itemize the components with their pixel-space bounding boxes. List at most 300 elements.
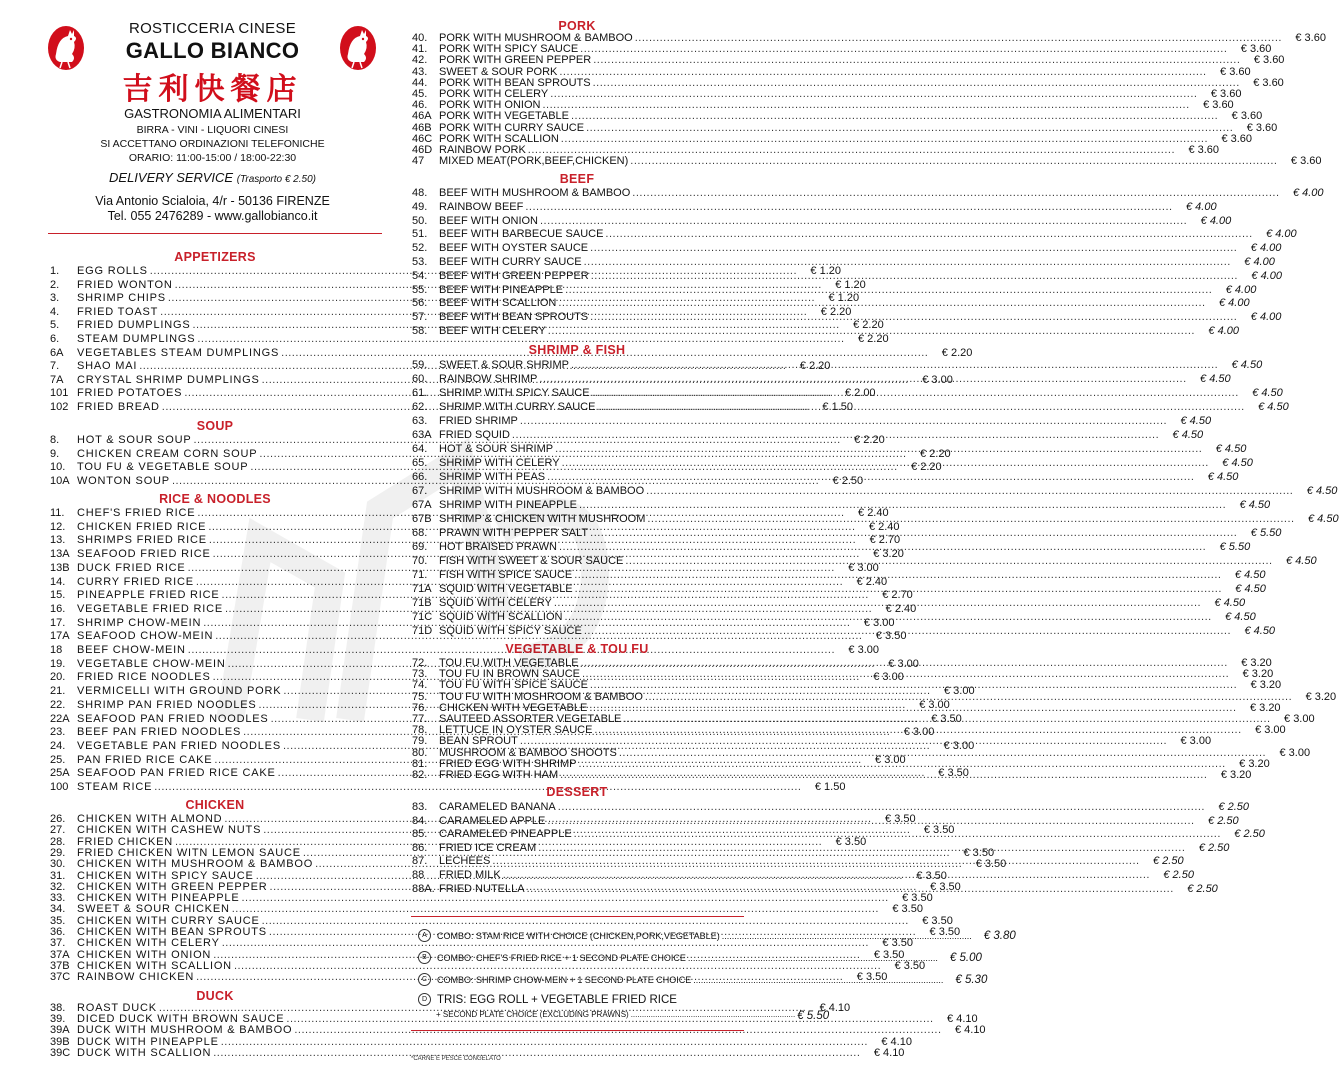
item-name: BEEF CHOW-MEIN xyxy=(77,644,186,656)
item-price: € 3.20 xyxy=(1220,769,1252,781)
item-number: 87. xyxy=(412,855,428,868)
item-number: 46D xyxy=(412,144,433,156)
item-number: 66. xyxy=(412,471,428,483)
item-name: VEGETABLES STEAM DUMPLINGS xyxy=(77,346,280,359)
menu-item[interactable] xyxy=(412,144,1220,156)
item-price: € 2.20 xyxy=(941,346,973,359)
combo-letter-badge: D xyxy=(418,993,431,1006)
leader-dots xyxy=(688,953,938,963)
item-price: € 3.50 xyxy=(885,813,916,825)
item-number: 41. xyxy=(412,43,428,56)
menu-item[interactable] xyxy=(412,583,1266,595)
item-price: € 3.00 xyxy=(875,753,906,766)
item-number: 12. xyxy=(50,520,66,533)
item-number: 64. xyxy=(412,443,428,455)
item-price: € 3.00 xyxy=(848,561,879,574)
item-name: ROAST DUCK xyxy=(77,1002,157,1014)
leader-dots xyxy=(527,880,1174,895)
item-name: VERMICELLI WITH GROUND PORK xyxy=(77,685,282,698)
leader-dots xyxy=(558,801,1205,813)
menu-item[interactable] xyxy=(412,43,1272,56)
item-price: € 2.50 xyxy=(1234,828,1265,841)
leader-dots xyxy=(646,485,1293,497)
item-price: € 3.20 xyxy=(1239,757,1270,770)
leader-dots xyxy=(579,499,1226,511)
menu-item[interactable] xyxy=(412,569,1266,581)
menu-item[interactable] xyxy=(412,242,1282,255)
item-price: € 4.50 xyxy=(1200,373,1231,385)
item-name: PINEAPPLE FRIED RICE xyxy=(77,589,220,602)
item-number: 39C xyxy=(50,1046,71,1059)
section-title-appetizers: APPETIZERS xyxy=(174,250,256,264)
leader-dots xyxy=(547,815,1194,827)
leader-dots xyxy=(528,144,1175,156)
item-name: CHICKEN WITH GREEN PEPPER xyxy=(77,880,268,893)
item-price: € 2.50 xyxy=(1163,869,1194,881)
item-number: 11. xyxy=(50,507,65,519)
item-number: 18 xyxy=(50,644,63,656)
leader-dots xyxy=(520,415,1167,427)
leader-dots xyxy=(559,66,1206,78)
item-name: STEAM DUMPLINGS xyxy=(77,333,196,345)
menu-item[interactable] xyxy=(412,187,1324,199)
item-number: 75. xyxy=(412,690,428,703)
item-price: € 3.60 xyxy=(1290,155,1322,168)
section-title-veg: VEGETABLE & TOU FU xyxy=(505,642,649,656)
menu-item[interactable] xyxy=(412,155,1322,168)
item-number: 22A xyxy=(50,712,70,725)
item-name: VEGETABLE CHOW-MEIN xyxy=(77,657,226,670)
item-name: FRIED WONTON xyxy=(77,278,173,291)
item-name: FRIED CHICKEN xyxy=(77,835,173,848)
item-price: € 3.00 xyxy=(1284,713,1315,725)
item-price: € 4.00 xyxy=(1266,228,1297,241)
item-number: 45. xyxy=(412,88,428,100)
menu-item[interactable] xyxy=(50,937,913,950)
combo-d[interactable] xyxy=(418,993,677,1006)
leader-dots xyxy=(562,457,1209,469)
item-number: 39. xyxy=(50,1013,66,1026)
menu-item[interactable] xyxy=(412,499,1271,511)
item-price: € 3.60 xyxy=(1188,144,1220,156)
item-name: SHRIMP WITH MUSHROOM & BAMBOO xyxy=(439,485,645,497)
combo-price: € 5.50 xyxy=(797,1010,830,1022)
item-price: € 2.50 xyxy=(1198,841,1230,854)
item-name: LETTUCE IN OYSTER SAUCE xyxy=(439,724,593,737)
menu-item[interactable] xyxy=(412,200,1217,213)
menu-item[interactable] xyxy=(412,555,1317,567)
item-number: 13. xyxy=(50,534,66,547)
item-name: CHICKEN WITH PINEAPPLE xyxy=(77,892,240,905)
item-number: 28. xyxy=(50,835,66,848)
item-price: € 4.00 xyxy=(1251,269,1282,282)
item-name: CRYSTAL SHRIMP DUMPLINGS xyxy=(77,373,260,386)
item-price: € 3.50 xyxy=(922,914,953,927)
item-number: 80. xyxy=(412,746,428,759)
header-gastronomia: GASTRONOMIA ALIMENTARI xyxy=(124,106,301,121)
combo-letter-badge: B xyxy=(418,951,431,964)
item-name: CARAMELED APPLE xyxy=(439,814,546,827)
item-name: HOT & SOUR SOUP xyxy=(77,434,192,446)
item-price: € 4.00 xyxy=(1200,214,1232,227)
menu-item[interactable] xyxy=(412,65,1251,78)
item-name: CHICKEN WITH CURRY SAUCE xyxy=(77,914,260,927)
item-name: BEEF WITH GREEN PEPPER xyxy=(439,269,589,282)
menu-item[interactable] xyxy=(50,903,923,916)
leader-dots xyxy=(590,242,1237,254)
item-number: 71D xyxy=(412,625,433,637)
item-price: € 2.40 xyxy=(858,507,889,519)
item-number: 9. xyxy=(50,447,60,460)
menu-item[interactable] xyxy=(412,110,1263,123)
item-name: BEEF WITH BEAN SPROUTS xyxy=(439,311,589,324)
item-number: 30. xyxy=(50,858,66,871)
item-number: 59. xyxy=(412,359,428,371)
item-number: 54. xyxy=(412,269,428,282)
item-name: DUCK WITH SCALLION xyxy=(77,1046,212,1059)
leader-dots xyxy=(594,724,1241,739)
item-price: € 3.00 xyxy=(1180,735,1212,748)
menu-item[interactable] xyxy=(50,333,889,345)
item-number: 67B xyxy=(412,513,432,525)
combo-divider-bottom xyxy=(411,1030,744,1031)
item-name: CHICKEN WITH SPICY SAUCE xyxy=(77,869,254,882)
item-name: CHICKEN WITH MUSHROOM & BAMBOO xyxy=(77,858,314,871)
item-price: € 3.50 xyxy=(856,971,888,984)
item-name: RAINBOW PORK xyxy=(439,144,526,156)
item-name: FRIED CHICKEN WITN LEMON SAUCE xyxy=(77,846,301,859)
leader-dots xyxy=(630,155,1277,167)
item-number: 10A xyxy=(50,474,70,487)
item-price: € 4.50 xyxy=(1235,583,1266,595)
item-number: 46C xyxy=(412,132,433,145)
menu-item[interactable] xyxy=(50,1024,986,1037)
item-name: BEEF PAN FRIED NOODLES xyxy=(77,726,242,739)
menu-item[interactable] xyxy=(412,541,1251,553)
item-number: 73. xyxy=(412,668,428,681)
leader-dots xyxy=(619,747,1266,759)
item-price: € 3.60 xyxy=(1210,88,1242,100)
menu-item[interactable] xyxy=(412,88,1242,100)
item-price: € 2.20 xyxy=(820,305,852,318)
menu-item[interactable] xyxy=(50,1035,912,1048)
leader-dots xyxy=(559,541,1206,553)
item-name: SWEET & SOUR PORK xyxy=(439,65,558,78)
item-number: 47 xyxy=(412,155,425,168)
item-number: 55. xyxy=(412,283,428,296)
item-number: 82. xyxy=(412,769,428,781)
item-name: FRIED DUMPLINGS xyxy=(77,319,191,332)
menu-item[interactable] xyxy=(412,256,1275,268)
item-price: € 3.50 xyxy=(963,846,995,859)
item-number: 40. xyxy=(412,32,428,44)
item-price: € 4.50 xyxy=(1286,555,1317,567)
item-price: € 3.50 xyxy=(894,959,926,972)
item-number: 56. xyxy=(412,297,428,310)
item-name: SHRIMP WITH CURRY SAUCE xyxy=(439,401,596,413)
leader-dots xyxy=(213,1047,860,1059)
item-price: € 4.00 xyxy=(1250,242,1282,255)
combo-letter-badge: A xyxy=(418,929,431,942)
item-name: PORK WITH BEAN SPROUTS xyxy=(439,76,591,89)
item-price: € 3.00 xyxy=(873,671,904,684)
item-number: 34. xyxy=(50,903,66,916)
item-price: € 3.00 xyxy=(903,726,935,739)
item-price: € 2.20 xyxy=(911,461,942,474)
leader-dots xyxy=(645,691,1292,703)
item-price: € 4.50 xyxy=(1244,625,1276,637)
leader-dots xyxy=(632,187,1279,199)
menu-item[interactable] xyxy=(50,892,933,905)
item-price: € 3.50 xyxy=(930,880,961,893)
item-price: € 2.50 xyxy=(1208,814,1239,827)
item-price: € 3.60 xyxy=(1253,54,1285,67)
item-name: DICED DUCK WITH BROWN SAUCE xyxy=(77,1013,285,1026)
item-name: VEGETABLE FRIED RICE xyxy=(77,602,223,615)
item-price: € 2.20 xyxy=(858,333,889,345)
item-name: RAINBOW CHICKEN xyxy=(77,971,195,984)
item-number: 32. xyxy=(50,880,66,893)
item-number: 46A xyxy=(412,110,432,123)
menu-item[interactable] xyxy=(412,527,1282,539)
item-number: 100 xyxy=(50,781,69,793)
item-number: 37C xyxy=(50,971,71,984)
item-number: 6. xyxy=(50,333,60,345)
menu-item[interactable] xyxy=(412,724,1286,737)
item-name: CHICKEN WITH CASHEW NUTS xyxy=(77,824,262,837)
item-name: FISH WITH SWEET & SOUR SAUCE xyxy=(439,555,624,567)
leader-dots xyxy=(590,679,1237,691)
menu-item[interactable] xyxy=(412,801,1249,813)
item-price: € 4.50 xyxy=(1258,401,1289,413)
leader-dots xyxy=(605,228,1252,240)
leader-dots xyxy=(542,99,1189,111)
item-price: € 4.50 xyxy=(1214,597,1246,609)
item-name: SHRIMP CHIPS xyxy=(77,292,166,305)
item-name: CHICKEN WITH BEAN SPROUTS xyxy=(77,926,267,938)
item-price: € 2.50 xyxy=(1187,882,1218,895)
item-number: 62. xyxy=(412,401,428,413)
item-price: € 3.00 xyxy=(943,685,975,698)
item-number: 71A xyxy=(412,583,432,595)
section-title-beef: BEEF xyxy=(559,172,595,186)
item-name: SAUTEED ASSORTER VEGETABLE xyxy=(439,713,622,725)
item-price: € 4.00 xyxy=(1219,297,1250,310)
item-name: BEEF WITH SCALLION xyxy=(439,297,557,310)
leader-dots xyxy=(574,828,1221,840)
item-price: € 4.50 xyxy=(1231,359,1263,371)
item-number: 77. xyxy=(412,713,428,725)
menu-item[interactable] xyxy=(412,76,1284,89)
item-number: 67A xyxy=(412,499,432,511)
item-number: 19. xyxy=(50,657,66,670)
leader-dots xyxy=(575,583,1222,595)
menu-item[interactable] xyxy=(412,132,1253,145)
item-price: € 3.20 xyxy=(1242,668,1274,681)
restaurant-header xyxy=(40,14,385,230)
item-name: FRIED EGG WITH SHRIMP xyxy=(439,757,577,770)
item-number: 49. xyxy=(412,200,428,213)
item-price: € 4.50 xyxy=(1215,443,1247,455)
item-price: € 3.60 xyxy=(1253,76,1284,89)
item-number: 37. xyxy=(50,937,66,950)
item-number: 52. xyxy=(412,242,428,255)
item-price: € 4.00 xyxy=(1292,187,1324,199)
leader-dots xyxy=(591,270,1238,282)
menu-item[interactable] xyxy=(412,228,1297,241)
leader-dots xyxy=(625,555,1272,567)
combo-letter-badge: C xyxy=(418,973,431,986)
item-name: CHICKEN WITH CELERY xyxy=(77,937,220,950)
item-name: BEEF WITH ONION xyxy=(439,214,538,227)
leader-dots xyxy=(221,1036,868,1048)
item-price: € 3.60 xyxy=(1203,99,1234,112)
menu-item[interactable] xyxy=(412,415,1212,427)
item-price: € 4.50 xyxy=(1225,611,1256,623)
item-number: 24. xyxy=(50,739,66,752)
item-name: CHICKEN WITH ONION xyxy=(77,948,212,961)
menu-item[interactable] xyxy=(50,914,953,927)
item-name: SHRIMP WITH SPICY SAUCE xyxy=(439,387,590,399)
delivery-label: DELIVERY SERVICE xyxy=(109,170,234,185)
item-price: € 2.20 xyxy=(920,447,951,460)
item-name: RAINBOW BEEF xyxy=(439,200,524,213)
item-name: CHICKEN WITH VEGETABLE xyxy=(439,701,588,714)
item-number: 23. xyxy=(50,726,66,739)
combo-text: TRIS: EGG ROLL + VEGETABLE FRIED RICE xyxy=(437,993,677,1006)
item-name: BEEF WITH BARBECUE SAUCE xyxy=(439,228,604,241)
item-number: 31. xyxy=(50,869,66,882)
menu-item[interactable] xyxy=(412,32,1326,44)
item-price: € 3.20 xyxy=(1250,679,1282,692)
item-number: 1. xyxy=(50,265,60,277)
item-name: BEEF WITH CELERY xyxy=(439,325,546,337)
menu-item[interactable] xyxy=(412,746,1311,759)
item-number: 37B xyxy=(50,959,70,972)
item-number: 58. xyxy=(412,325,428,337)
leader-dots xyxy=(547,471,1194,483)
item-number: 42. xyxy=(412,54,428,67)
menu-item[interactable] xyxy=(412,214,1232,227)
item-price: € 4.10 xyxy=(881,1035,912,1048)
menu-item[interactable] xyxy=(412,99,1234,112)
leader-dots xyxy=(550,88,1197,100)
item-price: € 2.40 xyxy=(868,520,900,533)
item-name: FRIED EGG WITH HAM xyxy=(439,769,559,781)
item-name: SQUID WITH VEGETABLE xyxy=(439,583,573,595)
item-price: € 1.20 xyxy=(835,278,866,291)
item-price: € 3.50 xyxy=(916,869,947,882)
item-price: € 2.20 xyxy=(854,434,885,446)
item-name: SHRIMP WITH PINEAPPLE xyxy=(439,499,577,511)
item-number: 69. xyxy=(412,541,428,553)
item-number: 71B xyxy=(412,597,432,609)
item-name: PORK WITH GREEN PEPPER xyxy=(439,54,592,67)
item-name: SHRIMPS FRIED RICE xyxy=(77,534,207,547)
item-number: 51. xyxy=(412,228,428,241)
item-name: DUCK WITH PINEAPPLE xyxy=(77,1035,219,1048)
item-name: TOU FU & VEGETABLE SOUP xyxy=(77,461,249,474)
item-price: € 3.60 xyxy=(1246,121,1278,134)
item-price: € 3.50 xyxy=(882,937,913,950)
item-name: PORK WITH ONION xyxy=(439,99,541,112)
item-price: € 4.10 xyxy=(954,1024,986,1037)
item-number: 25. xyxy=(50,753,66,766)
item-number: 65. xyxy=(412,457,428,469)
header-opening-hours: ORARIO: 11:00-15:00 / 18:00-22:30 xyxy=(128,152,297,164)
item-name: PRAWN WITH PEPPER SALT xyxy=(439,527,589,539)
item-number: 5. xyxy=(50,319,60,332)
item-number: 39B xyxy=(50,1035,70,1048)
item-number: 8. xyxy=(50,434,60,446)
menu-item[interactable] xyxy=(412,735,1212,748)
item-number: 22. xyxy=(50,698,66,711)
menu-item[interactable] xyxy=(50,959,926,972)
leader-dots xyxy=(571,359,1218,371)
phone-website[interactable]: Tel. 055 2476289 - www.gallobianco.it xyxy=(107,209,318,223)
leader-dots xyxy=(560,769,1207,781)
item-price: € 4.50 xyxy=(1207,471,1239,483)
item-price: € 2.70 xyxy=(882,589,913,602)
leader-dots xyxy=(693,975,943,985)
item-name: PORK WITH MUSHROOM & BAMBOO xyxy=(439,32,633,44)
item-price: € 4.00 xyxy=(1185,200,1217,213)
item-price: € 4.00 xyxy=(1225,283,1257,296)
leader-dots xyxy=(512,429,1159,441)
item-number: 13A xyxy=(50,548,70,561)
leader-dots xyxy=(538,842,1185,854)
leader-dots xyxy=(590,527,1237,539)
menu-item[interactable] xyxy=(412,485,1338,497)
item-name: PAN FRIED RICE CAKE xyxy=(77,753,213,766)
item-name: TOU FU WITH MOSHROOM & BAMBOO xyxy=(439,690,643,703)
item-price: € 3.50 xyxy=(902,892,933,905)
item-name: FISH WITH SPICE SAUCE xyxy=(439,569,573,581)
menu-item[interactable] xyxy=(50,1002,851,1014)
item-name: BEAN SPROUT xyxy=(439,735,518,748)
item-price: € 3.50 xyxy=(835,835,867,848)
section-title-shrimp: SHRIMP & FISH xyxy=(528,343,626,357)
leader-dots xyxy=(561,133,1208,145)
item-name: CURRY FRIED RICE xyxy=(77,575,194,588)
item-name: PORK WITH CURRY SAUCE xyxy=(439,121,585,134)
leader-dots xyxy=(584,625,1231,637)
item-number: 37A xyxy=(50,948,70,961)
restaurant-name: GALLO BIANCO xyxy=(125,38,300,63)
item-name: TOU FU IN BROWN SAUCE xyxy=(439,668,580,681)
item-number: 17. xyxy=(50,616,66,629)
item-name: BEEF WITH CURRY SAUCE xyxy=(439,256,582,268)
leader-dots xyxy=(581,657,1228,669)
leader-dots xyxy=(503,869,1150,881)
item-number: 27. xyxy=(50,824,66,837)
item-name: MIXED MEAT(PORK,BEEF,CHICKEN) xyxy=(439,155,629,168)
item-number: 36. xyxy=(50,926,66,938)
item-number: 29. xyxy=(50,846,66,859)
item-price: € 2.40 xyxy=(856,575,888,588)
item-number: 88A. xyxy=(412,882,435,895)
item-number: 46. xyxy=(412,99,428,112)
item-price: € 3.50 xyxy=(938,767,969,780)
menu-item[interactable] xyxy=(412,121,1278,134)
item-number: 50. xyxy=(412,214,428,227)
item-price: € 4.10 xyxy=(947,1013,978,1026)
item-price: € 4.00 xyxy=(1208,325,1239,337)
item-number: 72. xyxy=(412,657,428,669)
menu-item[interactable] xyxy=(412,54,1285,67)
leader-dots xyxy=(586,122,1233,134)
leader-dots xyxy=(548,325,1195,337)
